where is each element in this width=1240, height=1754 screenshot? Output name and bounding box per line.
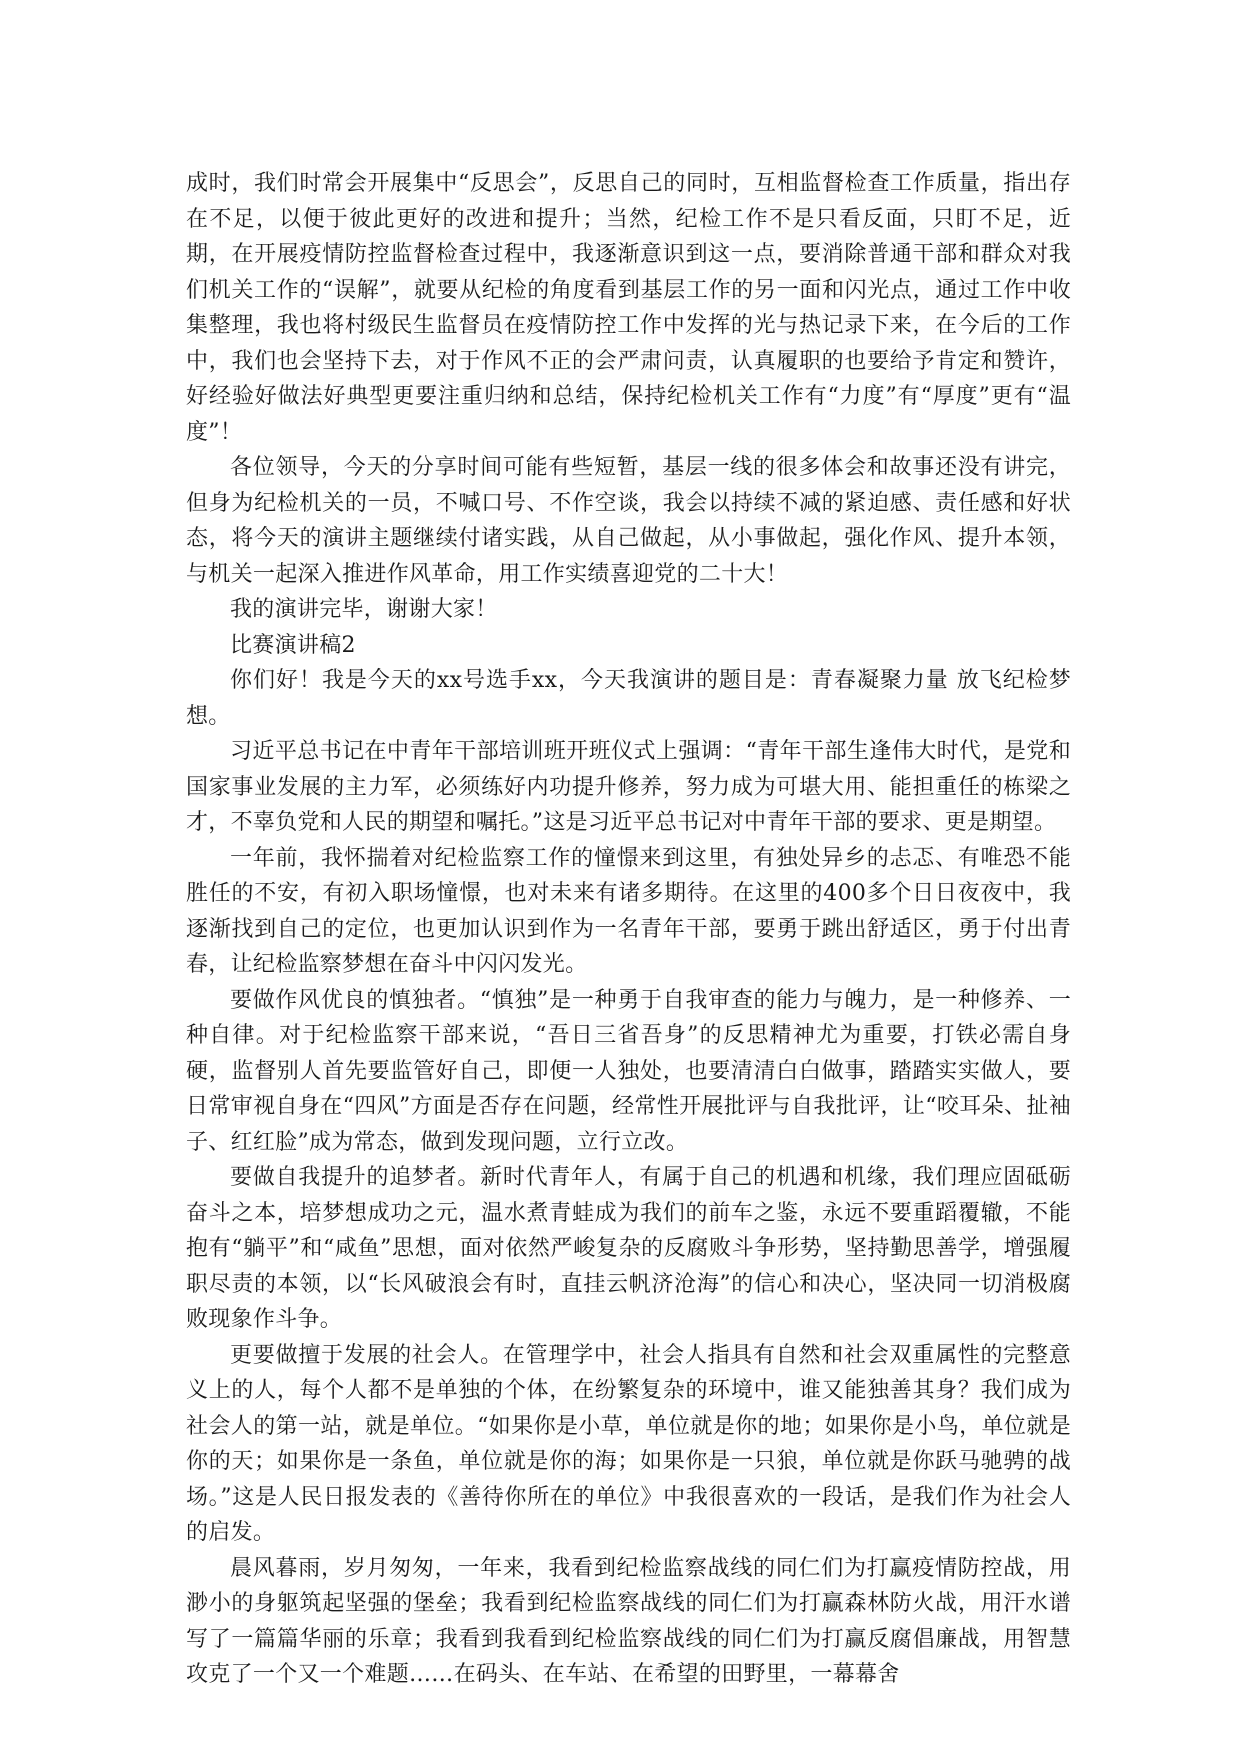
paragraph-11: 晨风暮雨，岁月匆匆，一年来，我看到纪检监察战线的同仁们为打赢疫情防控战，用渺小的身躯筑起坚强的堡垒；我看到纪检监察战线的同仁们为打赢森林防火战，用汗水谱写了一篇篇华丽的乐章；我看到我看到纪检监察战线的同仁们为打赢反腐倡廉战，用智慧攻克了一个又一个难题……在码头、在车站、在希望的田野里，一幕幕舍 [186,1555,1071,1687]
paragraph-3: 我的演讲完毕，谢谢大家！ [230,597,498,622]
paragraph-1: 成时，我们时常会开展集中“反思会”，反思自己的同时，互相监督检查工作质量，指出存在不足，以便于彼此更好的改进和提升；当然，纪检工作不是只看反面，只盯不足，近期，在开展疫情防控监督检查过程中，我逐渐意识到这一点，要消除普通干部和群众对我们机关工作的“误解”，就要从纪检的角度看到基层工作的另一面和闪光点，通过工作中收集整理，我也将村级民生监督员在疫情防控工作中发挥的光与热记录下来，在今后的工作中，我们也会坚持下去，对于作风不正的会严肃问责，认真履职的也要给予肯定和赞许，好经验好做法好典型更要注重归纳和总结，保持纪检机关工作有“力度”有“厚度”更有“温度”！ [186,171,1071,445]
paragraph-7: 一年前，我怀揣着对纪检监察工作的憧憬来到这里，有独处异乡的忐忑、有唯恐不能胜任的不安，有初入职场憧憬，也对未来有诸多期待。在这里的400多个日日夜夜中，我逐渐找到自己的定位，也更加认识到作为一名青年干部，要勇于跳出舒适区，勇于付出青春，让纪检监察梦想在奋斗中闪闪发光。 [186,845,1071,977]
paragraph-6: 习近平总书记在中青年干部培训班开班仪式上强调：“青年干部生逢伟大时代，是党和国家事业发展的主力军，必须练好内功提升修养，努力成为可堪大用、能担重任的栋梁之才，不辜负党和人民的期望和嘱托。”这是习近平总书记对中青年干部的要求、更是期望。 [186,739,1071,835]
document-body [186,166,1071,1693]
paragraph-10: 更要做擅于发展的社会人。在管理学中，社会人指具有自然和社会双重属性的完整意义上的人，每个人都不是单独的个体，在纷繁复杂的环境中，谁又能独善其身？我们成为社会人的第一站，就是单位。“如果你是小草，单位就是你的地；如果你是小鸟，单位就是你的天；如果你是一条鱼，单位就是你的海；如果你是一只狼，单位就是你跃马驰骋的战场。”这是人民日报发表的《善待你所在的单位》中我很喜欢的一段话，是我们作为社会人的启发。 [186,1342,1071,1545]
paragraph-5: 你们好！我是今天的xx号选手xx，今天我演讲的题目是：青春凝聚力量 放飞纪检梦想。 [186,668,1071,729]
paragraph-9: 要做自我提升的追梦者。新时代青年人，有属于自己的机遇和机缘，我们理应固砥砺奋斗之本，培梦想成功之元，温水煮青蛙成为我们的前车之鉴，永远不要重蹈覆辙，不能抱有“躺平”和“咸鱼”思想，面对依然严峻复杂的反腐败斗争形势，坚持勤思善学，增强履职尽责的本领，以“长风破浪会有时，直挂云帆济沧海”的信心和决心，坚决同一切消极腐败现象作斗争。 [186,1165,1071,1332]
section-heading: 比赛演讲稿2 [230,632,356,658]
paragraph-8: 要做作风优良的慎独者。“慎独”是一种勇于自我审查的能力与魄力，是一种修养、一种自律。对于纪检监察干部来说，“吾日三省吾身”的反思精神尤为重要，打铁必需自身硬，监督别人首先要监管好自己，即便一人独处，也要清清白白做事，踏踏实实做人，要日常审视自身在“四风”方面是否存在问题，经常性开展批评与自我批评，让“咬耳朵、扯袖子、红红脸”成为常态，做到发现问题，立行立改。 [186,987,1071,1155]
paragraph-2: 各位领导，今天的分享时间可能有些短暂，基层一线的很多体会和故事还没有讲完，但身为纪检机关的一员，不喊口号、不作空谈，我会以持续不减的紧迫感、责任感和好状态，将今天的演讲主题继续付诸实践，从自己做起，从小事做起，强化作风、提升本领，与机关一起深入推进作风革命，用工作实绩喜迎党的二十大！ [186,455,1071,587]
